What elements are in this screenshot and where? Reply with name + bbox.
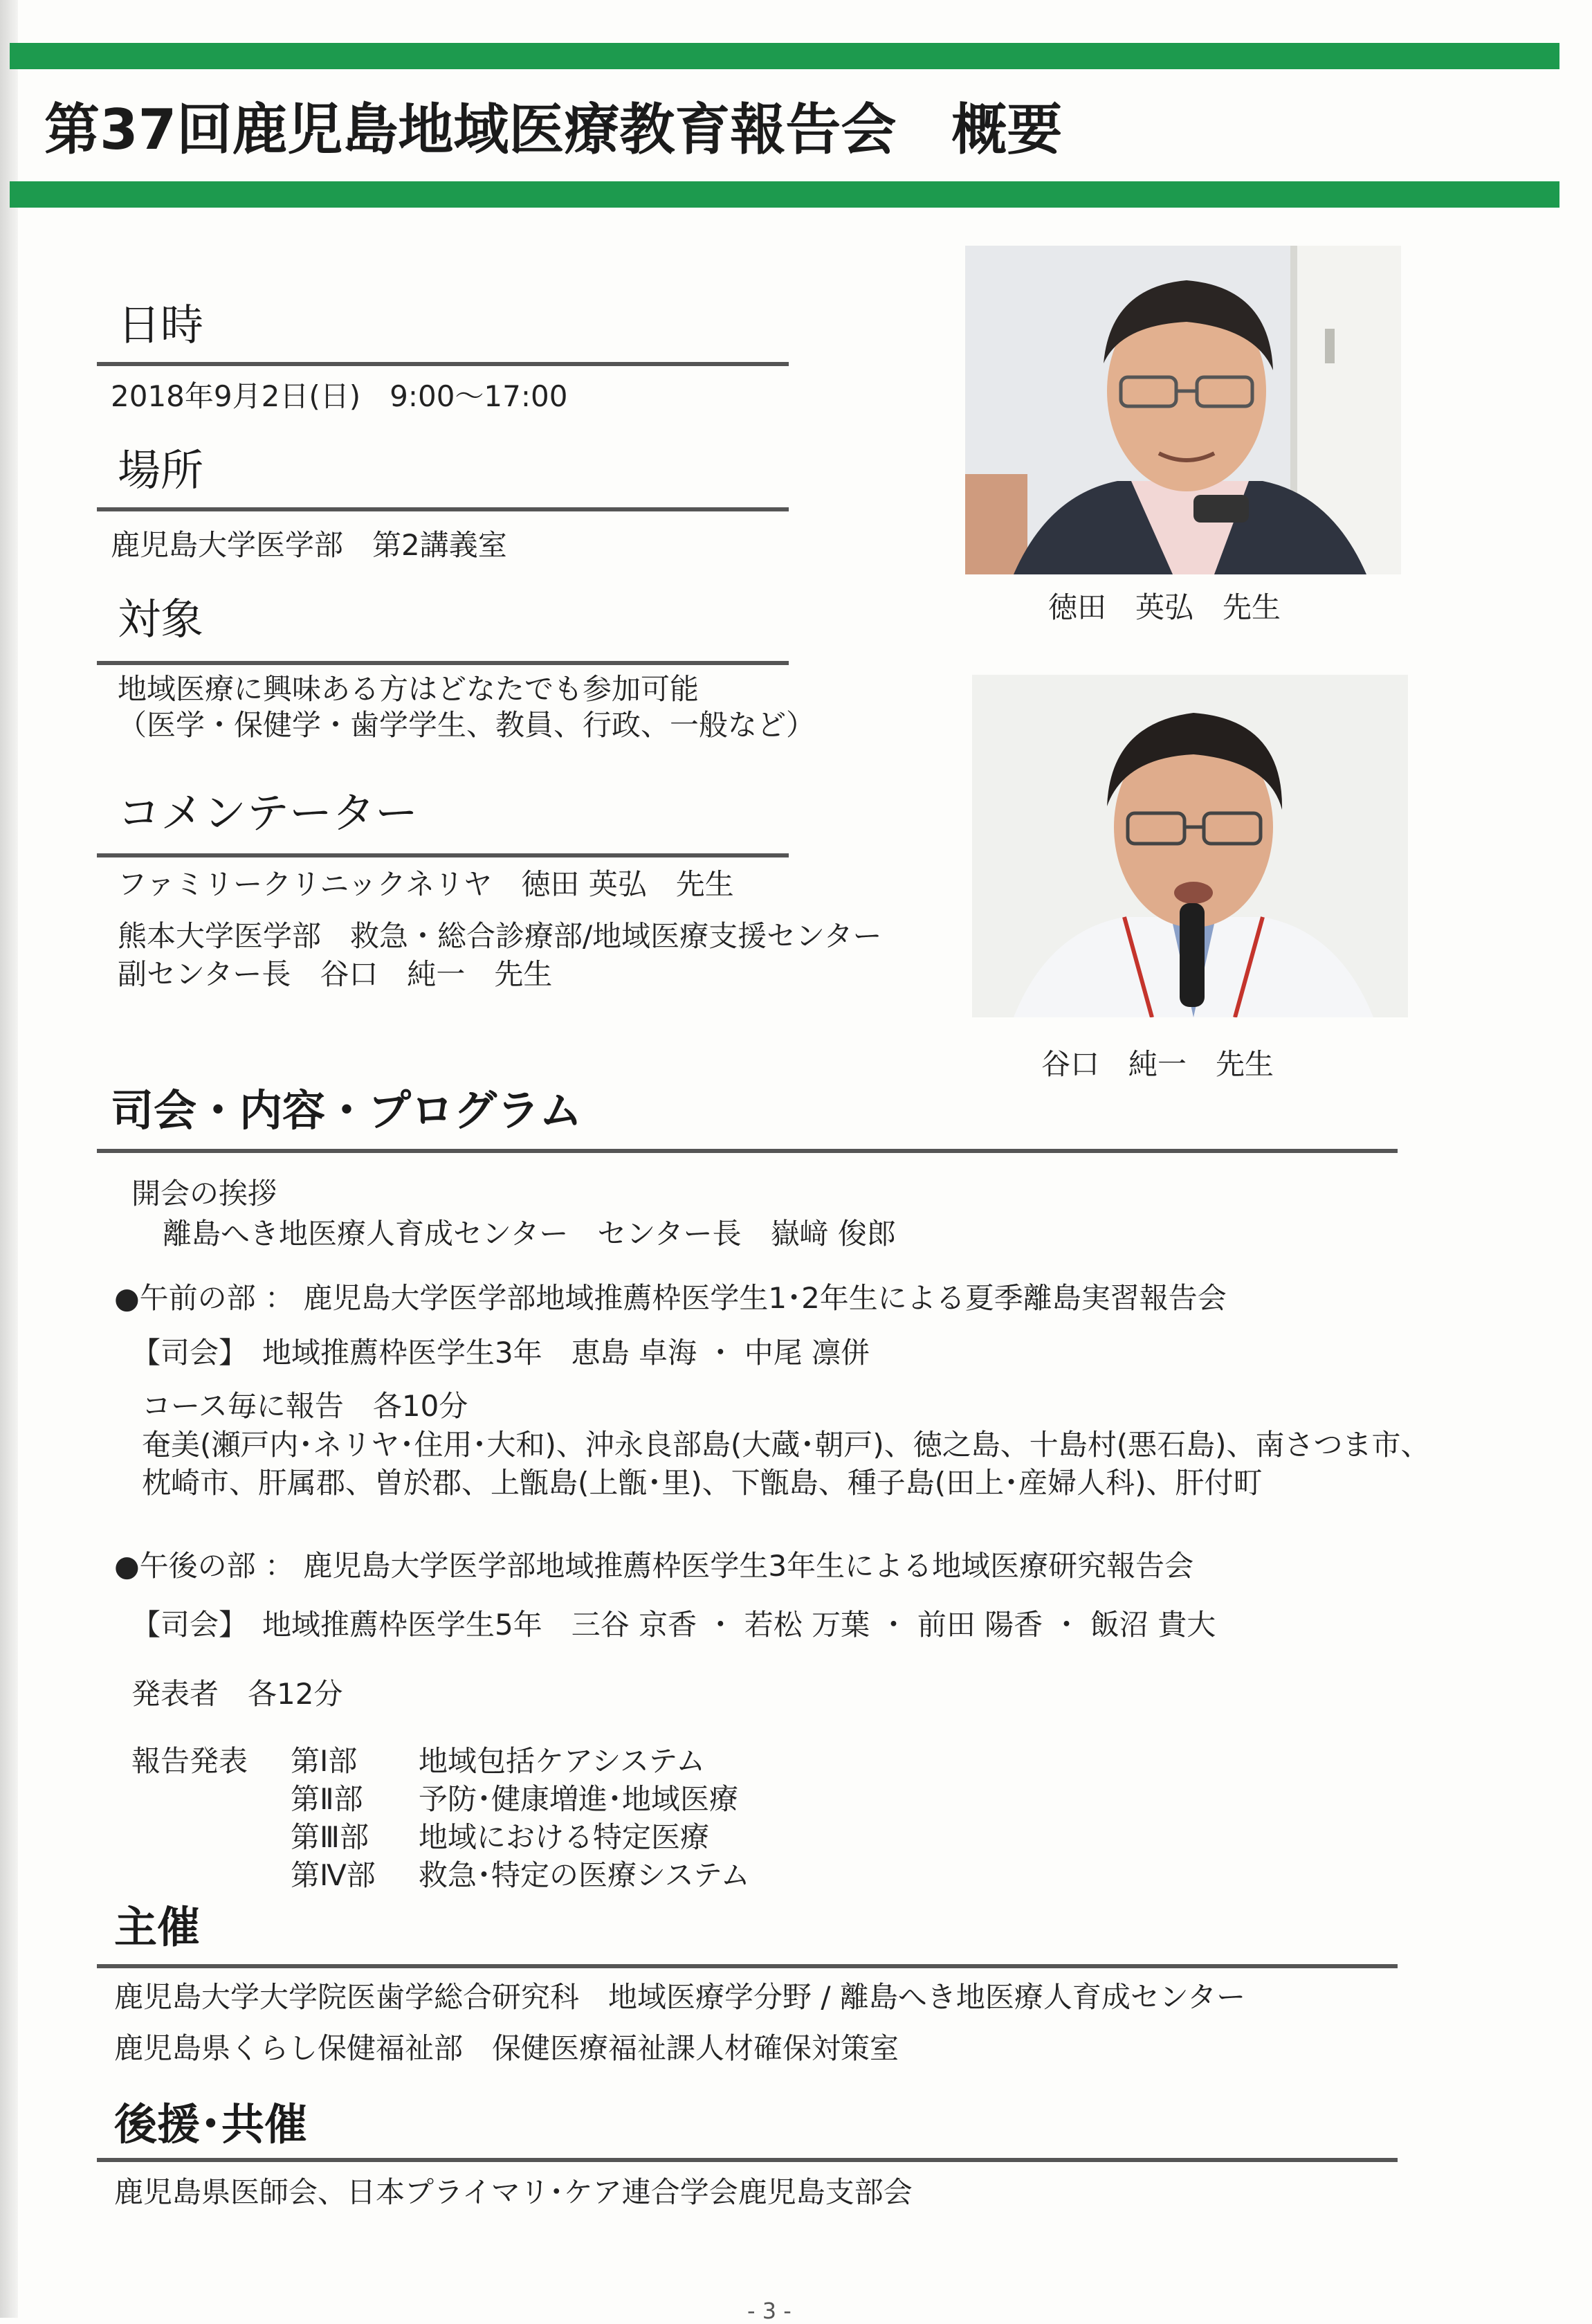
part-3-label: 第Ⅲ部 — [291, 1820, 369, 1854]
portrait-tokuda — [965, 246, 1401, 574]
organizer-heading: 主催 — [114, 1902, 201, 1952]
commentator-2-affiliation: 熊本大学医学部 救急・総合診療部/地域医療支援センター — [118, 919, 882, 953]
opening-label: 開会の挨拶 — [131, 1177, 277, 1210]
part-1-label: 第Ⅰ部 — [291, 1744, 358, 1778]
part-2-topic: 予防･健康増進･地域医療 — [419, 1782, 739, 1816]
afternoon-format: 発表者 各12分 — [131, 1677, 343, 1711]
commentator-2-name: 副センター長 谷口 純一 先生 — [118, 957, 553, 991]
portrait-taniguchi — [972, 675, 1408, 1017]
photo-taniguchi — [972, 675, 1408, 1017]
datetime-rule — [97, 362, 789, 366]
venue-heading: 場所 — [118, 445, 204, 496]
report-label: 報告発表 — [131, 1744, 248, 1778]
datetime-heading: 日時 — [118, 300, 204, 350]
page-title: 第37回鹿児島地域医療教育報告会 概要 — [44, 98, 1063, 162]
photo-tokuda-caption: 徳田 英弘 先生 — [1048, 590, 1281, 624]
photo-taniguchi-caption: 谷口 純一 先生 — [1041, 1047, 1274, 1081]
support-rule — [97, 2158, 1398, 2162]
audience-line-1: 地域医療に興味ある方はどなたでも参加可能 — [118, 672, 699, 706]
organizer-line-1: 鹿児島大学大学院医歯学総合研究科 地域医療学分野 / 離島へき地医療人育成センター — [114, 1980, 1246, 2014]
audience-rule — [97, 661, 789, 665]
photo-tokuda — [965, 246, 1401, 574]
afternoon-title: ●午後の部 ： 鹿児島大学医学部地域推薦枠医学生3年生による地域医療研究報告会 — [114, 1549, 1194, 1583]
organizer-rule — [97, 1964, 1398, 1968]
audience-line-2: （医学・保健学・歯学学生、教員、行政、一般など） — [118, 708, 816, 742]
header-bottom-band — [10, 181, 1559, 208]
commentators-heading: コメンテーター — [118, 788, 419, 838]
commentators-rule — [97, 853, 789, 857]
morning-host: 【司会】 地域推薦枠医学生3年 恵島 卓海 ・ 中尾 凛併 — [131, 1336, 870, 1370]
part-4-topic: 救急･特定の医療システム — [419, 1858, 750, 1892]
morning-title: ●午前の部 ： 鹿児島大学医学部地域推薦枠医学生1･2年生による夏季離島実習報告会 — [114, 1281, 1227, 1315]
opening-speaker: 離島へき地医療人育成センター センター長 嶽﨑 俊郎 — [163, 1217, 896, 1251]
audience-heading: 対象 — [118, 594, 204, 644]
part-2-label: 第Ⅱ部 — [291, 1782, 363, 1816]
support-heading: 後援･共催 — [114, 2099, 308, 2150]
afternoon-host: 【司会】 地域推薦枠医学生5年 三谷 京香 ・ 若松 万葉 ・ 前田 陽香 ・ 飯沼 貴大 — [131, 1608, 1216, 1642]
morning-format: コース毎に報告 各10分 — [142, 1389, 468, 1423]
morning-places-1: 奄美(瀬戸内･ネリヤ･住用･大和)、沖永良部島(大蔵･朝戸)、徳之島、十島村(悪石島)、南さつま市、 — [142, 1428, 1430, 1462]
part-3-topic: 地域における特定医療 — [419, 1820, 710, 1854]
datetime-text: 2018年9月2日(日) 9:00〜17:00 — [111, 379, 568, 413]
page-number: - 3 - — [747, 2298, 792, 2324]
part-1-topic: 地域包括ケアシステム — [419, 1744, 706, 1778]
header-top-band — [10, 43, 1559, 69]
venue-text: 鹿児島大学医学部 第2講義室 — [111, 528, 507, 562]
program-rule — [97, 1149, 1398, 1153]
organizer-line-2: 鹿児島県くらし保健福祉部 保健医療福祉課人材確保対策室 — [114, 2031, 899, 2065]
program-heading: 司会・内容・プログラム — [111, 1085, 583, 1136]
support-text: 鹿児島県医師会、日本プライマリ･ケア連合学会鹿児島支部会 — [114, 2175, 913, 2209]
morning-places-2: 枕崎市、肝属郡、曽於郡、上甑島(上甑･里)、下甑島、種子島(田上･産婦人科)、肝付町 — [142, 1466, 1263, 1500]
commentator-1: ファミリークリニックネリヤ 徳田 英弘 先生 — [118, 867, 734, 901]
page-edge-shadow — [0, 0, 18, 2318]
part-4-label: 第Ⅳ部 — [291, 1858, 376, 1892]
venue-rule — [97, 507, 789, 511]
